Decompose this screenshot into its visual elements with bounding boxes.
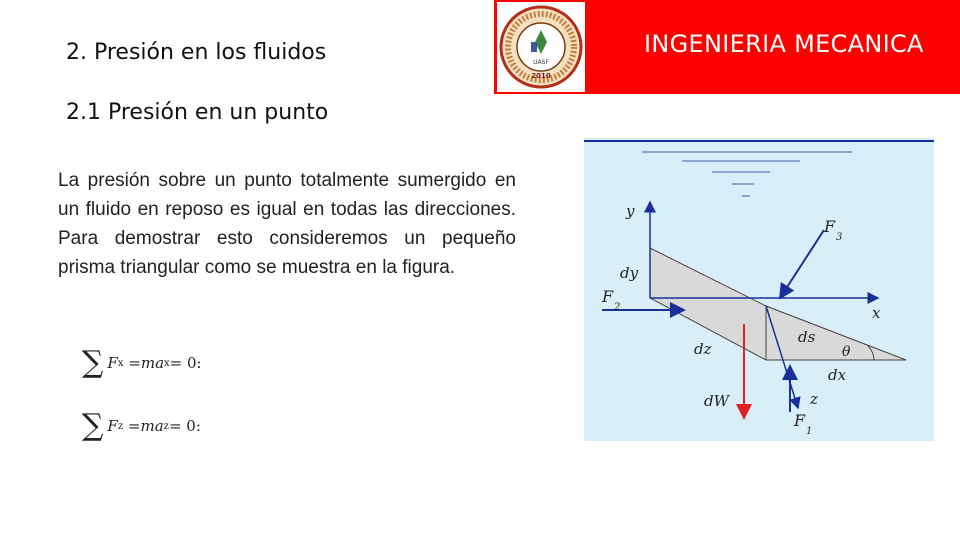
y-label: y: [626, 202, 635, 220]
dx-label: dx: [828, 366, 847, 384]
eq-rhs-sub: x: [164, 357, 170, 369]
body-paragraph: La presión sobre un punto totalmente sumergido en un fluido en reposo es igual en todas las direcciones. Para demostrar esto consideremos un pequeño prisma triangular como se muestra en la figura.: [58, 170, 516, 278]
summation-symbol: ∑: [82, 345, 104, 380]
f3-label: F: [824, 217, 836, 236]
eq-rhs-var: ma: [140, 354, 165, 372]
eq-lhs-var: F: [107, 354, 118, 372]
summation-symbol: ∑: [82, 408, 104, 443]
svg-text:UASF: UASF: [533, 59, 549, 66]
dz-label: dz: [694, 340, 712, 358]
f2-sub: 2: [614, 302, 621, 313]
theta-label: θ: [842, 344, 851, 360]
f1-sub: 1: [806, 426, 813, 437]
pressure-prism-figure: [584, 138, 934, 441]
f2-label: F: [602, 287, 614, 306]
x-label: x: [872, 304, 881, 322]
f3-sub: 3: [836, 232, 843, 243]
eq-rhs-sub: z: [163, 420, 169, 432]
eq-equals: =: [127, 417, 141, 435]
eq-rhs-var: ma: [140, 417, 164, 435]
f1-label: F: [794, 411, 806, 430]
dy-label: dy: [620, 264, 639, 282]
section-title: 2. Presión en los fluidos: [66, 40, 327, 65]
equation-fz: [82, 408, 201, 443]
university-seal-icon: [497, 2, 585, 92]
ds-label: ds: [798, 328, 816, 346]
eq-tail: = 0:: [169, 354, 202, 372]
z-label: z: [810, 390, 818, 408]
eq-lhs-var: F: [107, 417, 118, 435]
dw-label: dW: [704, 392, 730, 410]
eq-lhs-sub: x: [117, 357, 124, 369]
svg-text:2010: 2010: [531, 72, 551, 80]
banner-title: INGENIERIA MECANICA: [644, 30, 924, 58]
water-background: [584, 138, 934, 441]
eq-equals: =: [128, 354, 141, 372]
equation-fx: [82, 345, 202, 380]
eq-lhs-sub: z: [117, 420, 124, 432]
subsection-title: 2.1 Presión en un punto: [66, 100, 329, 125]
eq-tail: = 0:: [168, 417, 201, 435]
